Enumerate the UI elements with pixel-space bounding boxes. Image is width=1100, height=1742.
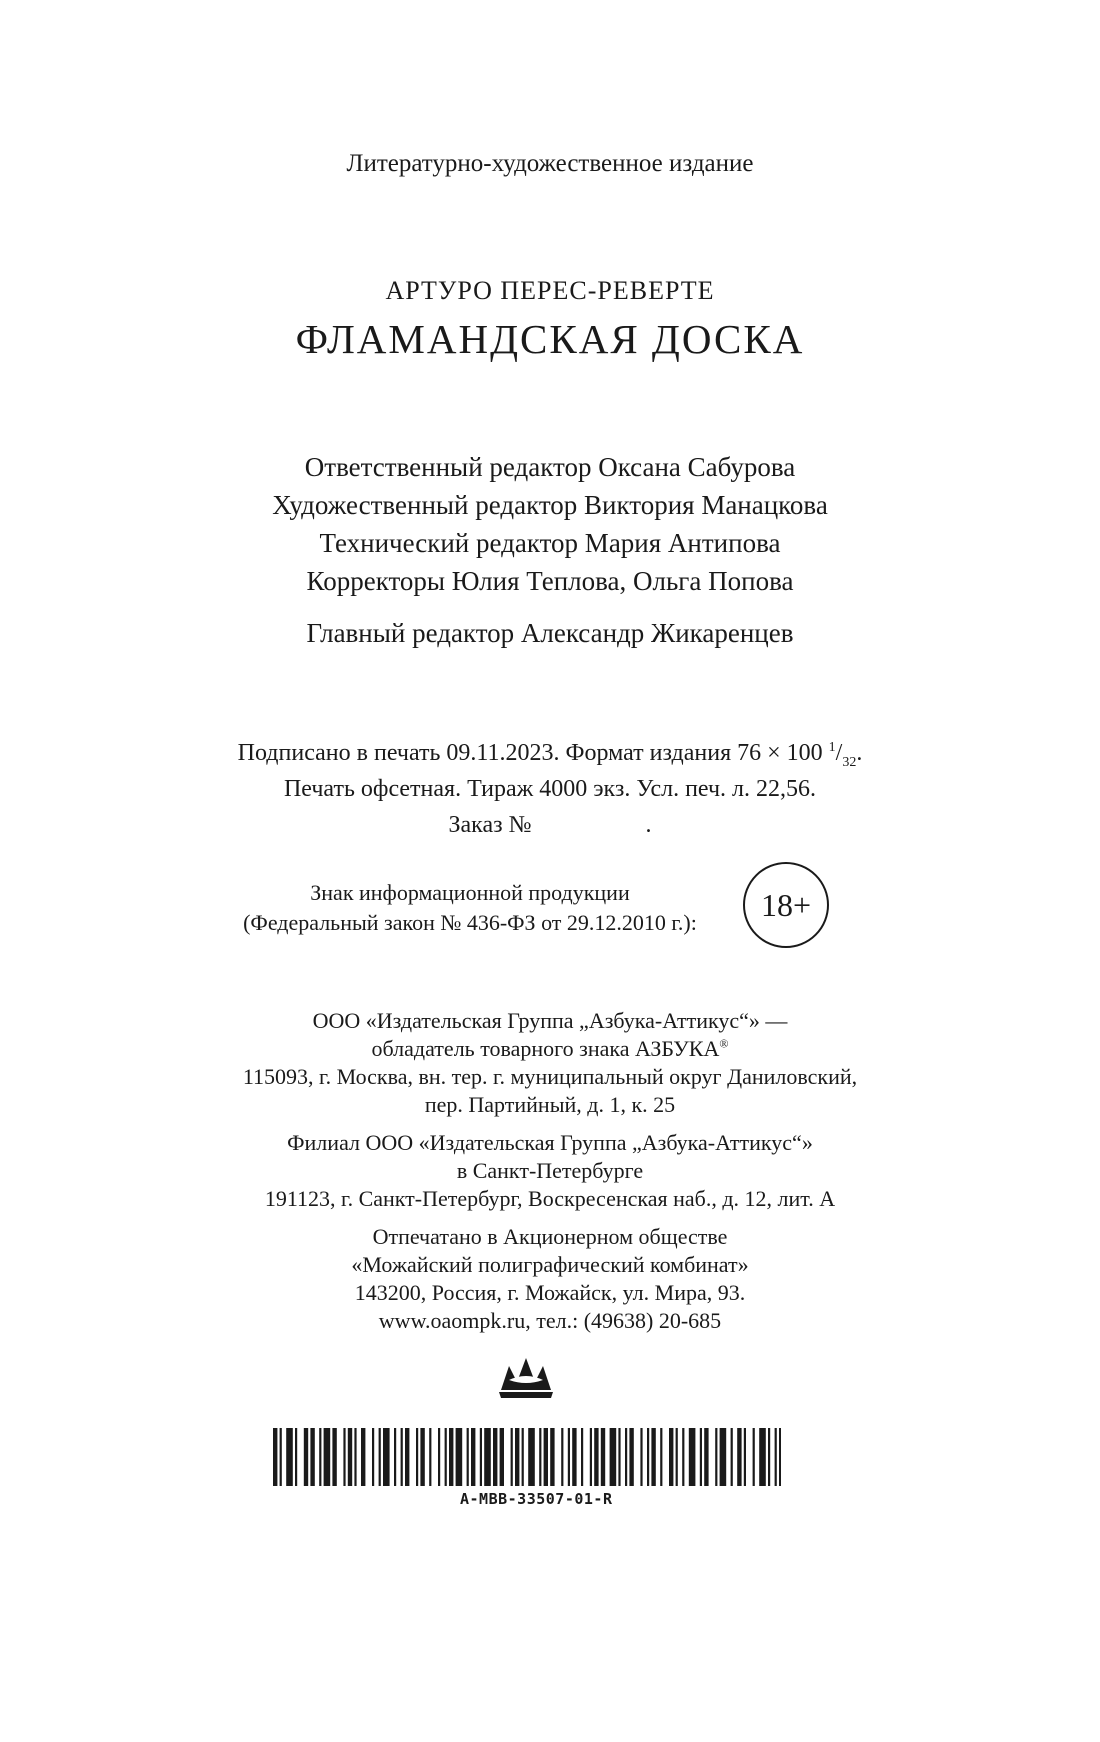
barcode-bar xyxy=(515,1428,519,1486)
technical-editor: Технический редактор Мария Антипова xyxy=(319,528,781,558)
barcode-bar xyxy=(310,1428,314,1486)
barcode-bar xyxy=(405,1428,409,1486)
barcode-bar xyxy=(775,1428,777,1486)
barcode-bar xyxy=(640,1428,642,1486)
barcode-bar xyxy=(629,1428,633,1486)
branch-line-1: Филиал ООО «Издательская Группа „Азбука-Аттикус“» xyxy=(287,1130,813,1155)
publisher-logo-icon xyxy=(495,1352,557,1400)
proofreaders: Корректоры Юлия Теплова, Ольга Попова xyxy=(306,566,794,596)
barcode-bar xyxy=(528,1428,535,1486)
barcode-bar xyxy=(500,1428,504,1486)
age-rating-line-1: Знак информационной продукции xyxy=(310,880,630,905)
printer-line-4: www.oaompk.ru, тел.: (49638) 20-685 xyxy=(378,1308,722,1333)
barcode-bar xyxy=(669,1428,673,1486)
barcode-bar xyxy=(354,1428,356,1486)
barcode-bar xyxy=(332,1428,336,1486)
barcode-bar xyxy=(286,1428,293,1486)
barcode-bar xyxy=(572,1428,576,1486)
barcode-bar xyxy=(647,1428,649,1486)
barcode-icon xyxy=(273,1428,781,1486)
barcode-bar xyxy=(594,1428,598,1486)
barcode-bar xyxy=(544,1428,548,1486)
barcode-bar xyxy=(295,1428,297,1486)
author-name: АРТУРО ПЕРЕС-РЕВЕРТЕ xyxy=(385,276,715,305)
barcode-bar xyxy=(394,1428,396,1486)
publisher-line-2 xyxy=(0,1036,1100,1062)
barcode-bar xyxy=(319,1428,321,1486)
fraction-numerator: 1 xyxy=(828,740,836,755)
art-editor: Художественный редактор Виктория Манацкова xyxy=(272,490,828,520)
age-rating-note xyxy=(210,878,730,938)
barcode-bar xyxy=(348,1428,352,1486)
barcode-bar xyxy=(737,1428,741,1486)
barcode-bar xyxy=(561,1428,563,1486)
barcode-bar xyxy=(581,1428,583,1486)
barcode-bar xyxy=(484,1428,491,1486)
printer-line-1: Отпечатано в Акционерном обществе xyxy=(372,1224,728,1249)
barcode-bar xyxy=(568,1428,570,1486)
barcode-bar xyxy=(438,1428,440,1486)
barcode-bar xyxy=(456,1428,463,1486)
barcode-bar xyxy=(689,1428,696,1486)
order-number: Заказ № . xyxy=(448,812,652,838)
barcode-bar xyxy=(471,1428,475,1486)
barcode-bar xyxy=(704,1428,708,1486)
barcode-bar xyxy=(753,1428,755,1486)
branch-line-3: 191123, г. Санкт-Петербург, Воскресенская наб., д. 12, лит. А xyxy=(264,1186,836,1211)
publisher-line-1: ООО «Издательская Группа „Азбука-Аттикус“» — xyxy=(312,1008,788,1033)
barcode-bar xyxy=(715,1428,717,1486)
barcode-bar xyxy=(700,1428,702,1486)
printer-line-2: «Можайский полиграфический комбинат» xyxy=(351,1252,749,1277)
barcode-bar xyxy=(660,1428,662,1486)
barcode-bar xyxy=(625,1428,627,1486)
barcode-bar xyxy=(522,1428,524,1486)
barcode-bar xyxy=(379,1428,381,1486)
barcode-label: A-MBB-33507-01-R xyxy=(460,1490,613,1508)
barcode-bar xyxy=(372,1428,374,1486)
barcode-bar xyxy=(651,1428,655,1486)
barcode-bar xyxy=(539,1428,541,1486)
barcode-bar xyxy=(610,1428,617,1486)
barcode-bar xyxy=(744,1428,746,1486)
branch-line-2: в Санкт-Петербурге xyxy=(456,1158,644,1183)
print-info-end: . xyxy=(856,740,863,766)
age-rating-line-2: (Федеральный закон № 436-ФЗ от 29.12.2010 г.): xyxy=(243,910,697,935)
barcode-bar xyxy=(280,1428,282,1486)
barcode-bar xyxy=(449,1428,453,1486)
barcode-bar xyxy=(590,1428,592,1486)
barcode-bar xyxy=(416,1428,418,1486)
barcode-bar xyxy=(759,1428,766,1486)
format-fraction: $^1/_{32}$ xyxy=(828,740,857,770)
printer-line-3: 143200, Россия, г. Можайск, ул. Мира, 93. xyxy=(354,1280,746,1305)
responsible-editor: Ответственный редактор Оксана Сабурова xyxy=(304,452,796,482)
barcode-bar xyxy=(601,1428,605,1486)
chief-editor: Главный редактор Александр Жикаренцев xyxy=(306,618,794,648)
barcode-bar xyxy=(420,1428,424,1486)
barcode-bar xyxy=(467,1428,469,1486)
fraction-denominator: 32 xyxy=(842,754,857,770)
publisher-trademark: обладатель товарного знака АЗБУКА xyxy=(371,1036,720,1061)
book-title: ФЛАМАНДСКАЯ ДОСКА xyxy=(295,316,805,362)
barcode-bar xyxy=(682,1428,684,1486)
barcode-bar xyxy=(361,1428,365,1486)
barcode-bar xyxy=(480,1428,482,1486)
barcode-bar xyxy=(511,1428,513,1486)
barcode-bar xyxy=(383,1428,390,1486)
barcode-bar xyxy=(401,1428,403,1486)
barcode-bar xyxy=(720,1428,727,1486)
registered-mark: ® xyxy=(719,1036,729,1051)
barcode-bar xyxy=(343,1428,345,1486)
print-info-line-1 xyxy=(0,740,1100,771)
barcode-bar xyxy=(273,1428,277,1486)
print-info-line-2: Печать офсетная. Тираж 4000 экз. Усл. печ. л. 22,56. xyxy=(283,776,817,802)
print-info-text: Подписано в печать 09.11.2023. Формат издания 76 × 100 xyxy=(237,740,823,766)
barcode-bar xyxy=(493,1428,497,1486)
barcode-bar xyxy=(768,1428,770,1486)
barcode-bar xyxy=(779,1428,781,1486)
barcode-bar xyxy=(304,1428,308,1486)
barcode-bar xyxy=(550,1428,554,1486)
publisher-line-3: 115093, г. Москва, вн. тер. г. муниципальный округ Даниловский, xyxy=(242,1064,858,1089)
genre-label: Литературно-художественное издание xyxy=(346,150,754,177)
barcode-bar xyxy=(731,1428,733,1486)
barcode-bar xyxy=(618,1428,620,1486)
barcode-bar xyxy=(676,1428,678,1486)
barcode-bar xyxy=(429,1428,431,1486)
age-rating-badge: 18+ xyxy=(743,862,829,948)
barcode-bar xyxy=(324,1428,331,1486)
publisher-line-4: пер. Партийный, д. 1, к. 25 xyxy=(424,1092,676,1117)
barcode-bar xyxy=(445,1428,447,1486)
